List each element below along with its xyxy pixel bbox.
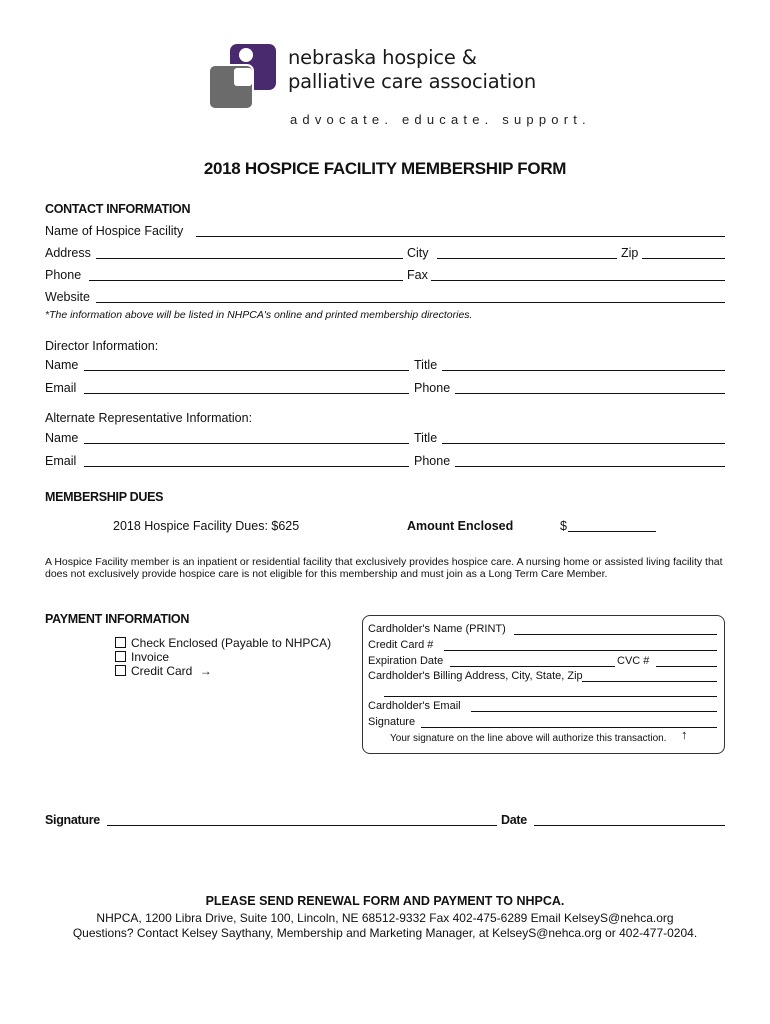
footer-address: NHPCA, 1200 Libra Drive, Suite 100, Lincoln, NE 68512-9332 Fax 402-475-6289 Email KelseyS@nehca.org <box>96 911 674 925</box>
contact-heading: CONTACT INFORMATION <box>45 202 191 216</box>
director-email-field[interactable] <box>84 393 409 394</box>
expiration-label: Expiration Date <box>368 655 444 667</box>
card-signature-field[interactable] <box>421 727 717 728</box>
zip-label: Zip <box>621 246 639 260</box>
signature-field[interactable] <box>107 825 497 826</box>
dues-amount-text: 2018 Hospice Facility Dues: $625 <box>113 519 300 533</box>
alternate-name-label: Name <box>45 431 79 445</box>
billing-address-field-2[interactable] <box>384 696 717 697</box>
logo-white-dot <box>239 48 253 62</box>
right-arrow-icon: → <box>199 664 212 678</box>
facility-field[interactable] <box>196 236 725 237</box>
alternate-phone-field[interactable] <box>455 466 725 467</box>
director-phone-field[interactable] <box>455 393 725 394</box>
credit-card-label: Credit Card <box>131 664 193 678</box>
alternate-name-field[interactable] <box>84 443 409 444</box>
director-phone-label: Phone <box>414 381 451 395</box>
alternate-title-label: Title <box>414 431 438 445</box>
address-label: Address <box>45 246 91 260</box>
cardholder-email-field[interactable] <box>471 711 717 712</box>
website-field[interactable] <box>96 302 725 303</box>
alternate-phone-label: Phone <box>414 454 451 468</box>
org-tagline: advocate. educate. support. <box>290 112 591 127</box>
alternate-heading: Alternate Representative Information: <box>45 411 253 425</box>
city-label: City <box>407 246 429 260</box>
up-arrow-icon: ↑ <box>681 727 688 742</box>
invoice-label: Invoice <box>131 650 170 664</box>
directory-note: *The information above will be listed in NHPCA's online and printed membership directories. <box>45 309 473 321</box>
logo-white-square <box>234 68 252 86</box>
amount-enclosed-field[interactable] <box>568 531 656 532</box>
phone-field[interactable] <box>89 280 403 281</box>
city-field[interactable] <box>437 258 617 259</box>
director-title-label: Title <box>414 358 438 372</box>
payment-heading: PAYMENT INFORMATION <box>45 612 190 626</box>
amount-enclosed-label: Amount Enclosed <box>407 519 514 533</box>
card-signature-label: Signature <box>368 716 416 728</box>
fax-field[interactable] <box>431 280 725 281</box>
cvc-field[interactable] <box>656 666 717 667</box>
org-name-line2: palliative care association <box>288 70 537 93</box>
invoice-checkbox[interactable] <box>115 651 126 662</box>
date-label: Date <box>501 813 527 827</box>
signature-label: Signature <box>45 813 100 827</box>
footer-questions: Questions? Contact Kelsey Saythany, Membership and Marketing Manager, at KelseyS@nehca.org or 402-477-0204. <box>72 926 698 940</box>
page-title: 2018 HOSPICE FACILITY MEMBERSHIP FORM <box>203 159 567 178</box>
director-heading: Director Information: <box>45 339 159 353</box>
date-field[interactable] <box>534 825 725 826</box>
credit-card-number-label: Credit Card # <box>368 639 434 651</box>
fax-label: Fax <box>407 268 428 282</box>
org-logo <box>208 44 276 112</box>
cardholder-email-label: Cardholder's Email <box>368 700 461 712</box>
director-name-label: Name <box>45 358 79 372</box>
dollar-sign: $ <box>560 519 567 533</box>
org-name-line1: nebraska hospice & <box>288 46 477 69</box>
alternate-title-field[interactable] <box>442 443 725 444</box>
alternate-email-field[interactable] <box>84 466 409 467</box>
check-enclosed-label: Check Enclosed (Payable to NHPCA) <box>131 636 332 650</box>
option-check[interactable] <box>115 636 331 650</box>
alternate-email-label: Email <box>45 454 77 468</box>
cardholder-name-label: Cardholder's Name (PRINT) <box>368 623 506 635</box>
dues-heading: MEMBERSHIP DUES <box>45 490 164 504</box>
billing-address-field[interactable] <box>582 681 717 682</box>
dues-description: A Hospice Facility member is an inpatient or residential facility that exclusively provides hospice care. A nursing home or assisted living facility that does not exclusively provide hospice care is not eligible for this membership and must join as a Long Term Care Member. <box>45 556 723 580</box>
expiration-field[interactable] <box>450 666 615 667</box>
cardholder-name-field[interactable] <box>514 634 717 635</box>
website-label: Website <box>45 290 90 304</box>
option-invoice[interactable] <box>115 650 169 664</box>
check-enclosed-checkbox[interactable] <box>115 637 126 648</box>
zip-field[interactable] <box>642 258 725 259</box>
address-field[interactable] <box>96 258 403 259</box>
option-credit-card[interactable] <box>115 664 212 678</box>
authorize-note: Your signature on the line above will authorize this transaction. <box>390 733 667 744</box>
footer-heading: PLEASE SEND RENEWAL FORM AND PAYMENT TO NHPCA. <box>205 894 565 908</box>
director-title-field[interactable] <box>442 370 725 371</box>
cvc-label: CVC # <box>617 655 650 667</box>
director-name-field[interactable] <box>84 370 409 371</box>
credit-card-number-field[interactable] <box>444 650 717 651</box>
director-email-label: Email <box>45 381 77 395</box>
credit-card-checkbox[interactable] <box>115 665 126 676</box>
facility-label: Name of Hospice Facility <box>45 224 184 238</box>
billing-address-label: Cardholder's Billing Address, City, State, Zip <box>368 670 583 682</box>
phone-label: Phone <box>45 268 82 282</box>
